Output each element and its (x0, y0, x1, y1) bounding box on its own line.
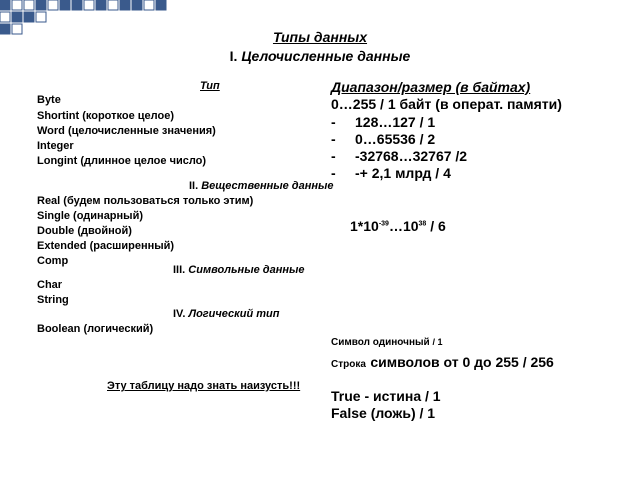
bullet-dash: - (331, 165, 336, 181)
range-char-size: / 1 (432, 337, 443, 347)
range-char (331, 337, 442, 348)
section3-title (173, 264, 305, 276)
section1-label: Целочисленные данные (241, 48, 411, 64)
range-real-exp2: 38 (418, 220, 427, 228)
range-real-exp1: -39 (378, 220, 389, 228)
range-shortint-text: 128…127 / 1 (355, 114, 436, 130)
type-comp: Comp (37, 255, 69, 267)
range-longint (0, 165, 640, 183)
range-real-base: 1*10 (350, 218, 379, 234)
type-longint: Longint (длинное целое число) (37, 155, 207, 167)
memorize-note: Эту таблицу надо знать наизусть!!! (107, 380, 301, 392)
type-extended: Extended (расширенный) (37, 240, 175, 252)
range-integer-text: -32768…32767 /2 (355, 148, 468, 164)
type-single: Single (одинарный) (37, 210, 143, 222)
range-char-label: Символ одиночный (331, 337, 430, 348)
type-integer: Integer (37, 140, 74, 152)
section1-title (0, 48, 640, 64)
range-string-text: символов от 0 до 255 / 256 (370, 354, 554, 370)
range-false: False (ложь) / 1 (331, 405, 436, 421)
type-real: Real (будем пользоваться только этим) (37, 195, 254, 207)
range-word (0, 131, 640, 149)
type-boolean: Boolean (логический) (37, 323, 154, 335)
type-column-header: Тип (200, 80, 220, 92)
bullet-dash: - (331, 131, 336, 147)
range-real (350, 218, 446, 234)
bullet-dash: - (331, 148, 336, 164)
document-title: Типы данных (272, 29, 368, 45)
section4-title (173, 308, 279, 320)
range-shortint (0, 114, 640, 132)
type-shortint: Shortint (короткое целое) (37, 110, 174, 122)
section1-numeral: I. (229, 48, 238, 64)
range-column-header: Диапазон/размер (в байтах) (331, 79, 531, 95)
section4-label: Логический тип (188, 308, 280, 320)
section4-numeral: IV. (173, 308, 186, 320)
range-real-mid: …10 (388, 218, 419, 234)
section2-numeral: II. (189, 180, 199, 192)
range-string (331, 354, 554, 372)
range-word-text: 0…65536 / 2 (355, 131, 436, 147)
section3-numeral: III. (173, 264, 186, 276)
type-word: Word (целочисленные значения) (37, 125, 216, 137)
range-true: True - истина / 1 (331, 388, 441, 404)
range-integer (0, 148, 640, 166)
bullet-dash: - (331, 114, 336, 130)
section2-label: Вещественные данные (201, 180, 334, 192)
range-longint-text: -+ 2,1 млрд / 4 (355, 165, 451, 181)
range-string-label: Строка (331, 359, 366, 370)
type-double: Double (двойной) (37, 225, 132, 237)
type-byte: Byte (37, 94, 61, 106)
type-string: String (37, 294, 69, 306)
section3-label: Символьные данные (188, 264, 305, 276)
range-real-tail: / 6 (426, 218, 446, 234)
type-char: Char (37, 279, 63, 291)
range-byte: 0…255 / 1 байт (в операт. памяти) (331, 96, 562, 112)
